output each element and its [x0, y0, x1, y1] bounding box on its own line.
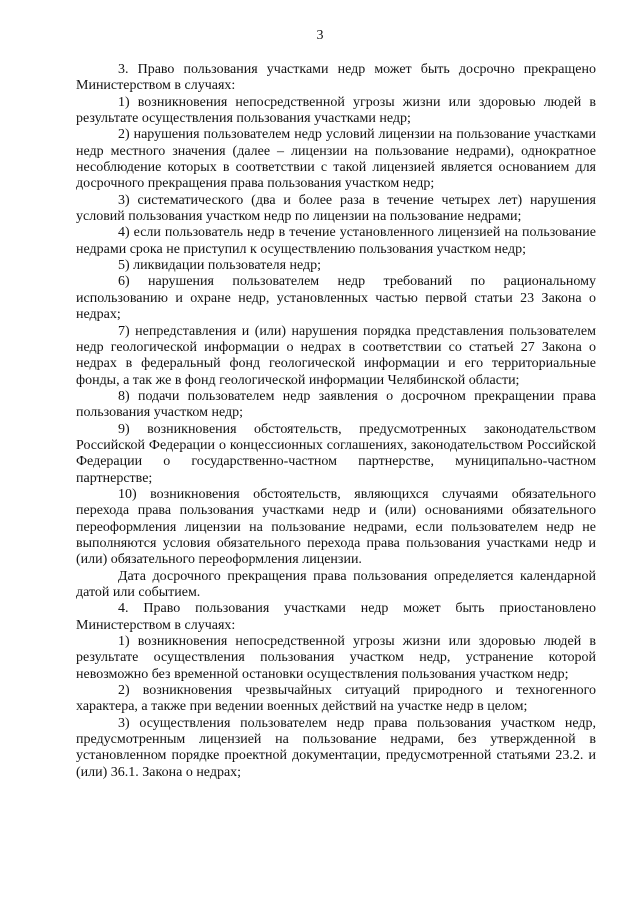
- section-3-item-2: 2) нарушения пользователем недр условий лицензии на пользование участками недр местного значения (далее – лицензии на пользование недрами), однократное несоблюдение которых в соответствии с такой лицензией является основанием для досрочного прекращения права пользования участком недр;: [76, 127, 596, 192]
- document-body: [76, 62, 596, 781]
- section-3-item-10: 10) возникновения обстоятельств, являющихся случаями обязательного перехода права пользования участками недр и (или) основаниями обязательного переоформления лицензии на пользование недрами, если пользователем недр не выполняются условия обязательного перехода права пользования участками недр и (или) обязательного переоформления лицензии.: [76, 486, 596, 568]
- section-3-item-8: 8) подачи пользователем недр заявления о досрочном прекращении права пользования участком недр;: [76, 388, 596, 421]
- section-3-item-5: 5) ликвидации пользователя недр;: [118, 258, 322, 274]
- page-number: 3: [316, 28, 324, 43]
- section-3-item-9: 9) возникновения обстоятельств, предусмотренных законодательством Российской Федерации о концессионных соглашениях, законодательством Российской Федерации о государственно-частном партнерстве, муниципально-частном партнерстве;: [76, 421, 596, 486]
- section-4-item-1: 1) возникновения непосредственной угрозы жизни или здоровью людей в результате осуществления пользования участком недр, устранение которой невозможно без временной остановки осуществления пользования участком недр;: [76, 634, 596, 682]
- section-4-item-3: 3) осуществления пользователем недр права пользования участком недр, предусмотренным лицензией на пользование недрами, без утвержденной в установленном порядке проектной документации, предусмотренной статьями 23.2. и (или) 36.1. Закона о недрах;: [76, 715, 596, 780]
- section-3-item-4: 4) если пользователь недр в течение установленного лицензией на пользование недрами срока не приступил к осуществлению пользования участком недр;: [76, 225, 596, 257]
- termination-date-note: Дата досрочного прекращения права пользования определяется календарной датой или событием.: [76, 568, 596, 600]
- section-3-item-1: 1) возникновения непосредственной угрозы жизни или здоровью людей в результате осуществления пользования участками недр;: [76, 94, 596, 127]
- section-3-item-3: 3) систематического (два и более раза в течение четырех лет) нарушения условий пользования участком недр по лицензии на пользование недрами;: [76, 192, 596, 225]
- section-4-heading: 4. Право пользования участками недр может быть приостановлено Министерством в случаях:: [76, 601, 596, 633]
- section-3-item-7: 7) непредставления и (или) нарушения порядка представления пользователем недр геологической информации о недрах в соответствии со статьей 27 Закона о недрах в федеральный фонд геологической информации и его территориальные фонды, а так же в фонд геологической информации Челябинской области;: [76, 323, 596, 388]
- section-4-item-2: 2) возникновения чрезвычайных ситуаций природного и техногенного характера, а также при ведении военных действий на участке недр в целом;: [76, 683, 596, 715]
- section-3-heading: 3. Право пользования участками недр может быть досрочно прекращено Министерством в случаях:: [76, 62, 596, 94]
- section-3-item-6: 6) нарушения пользователем недр требований по рациональному использованию и охране недр, установленных частью первой статьи 23 Закона о недрах;: [76, 274, 596, 323]
